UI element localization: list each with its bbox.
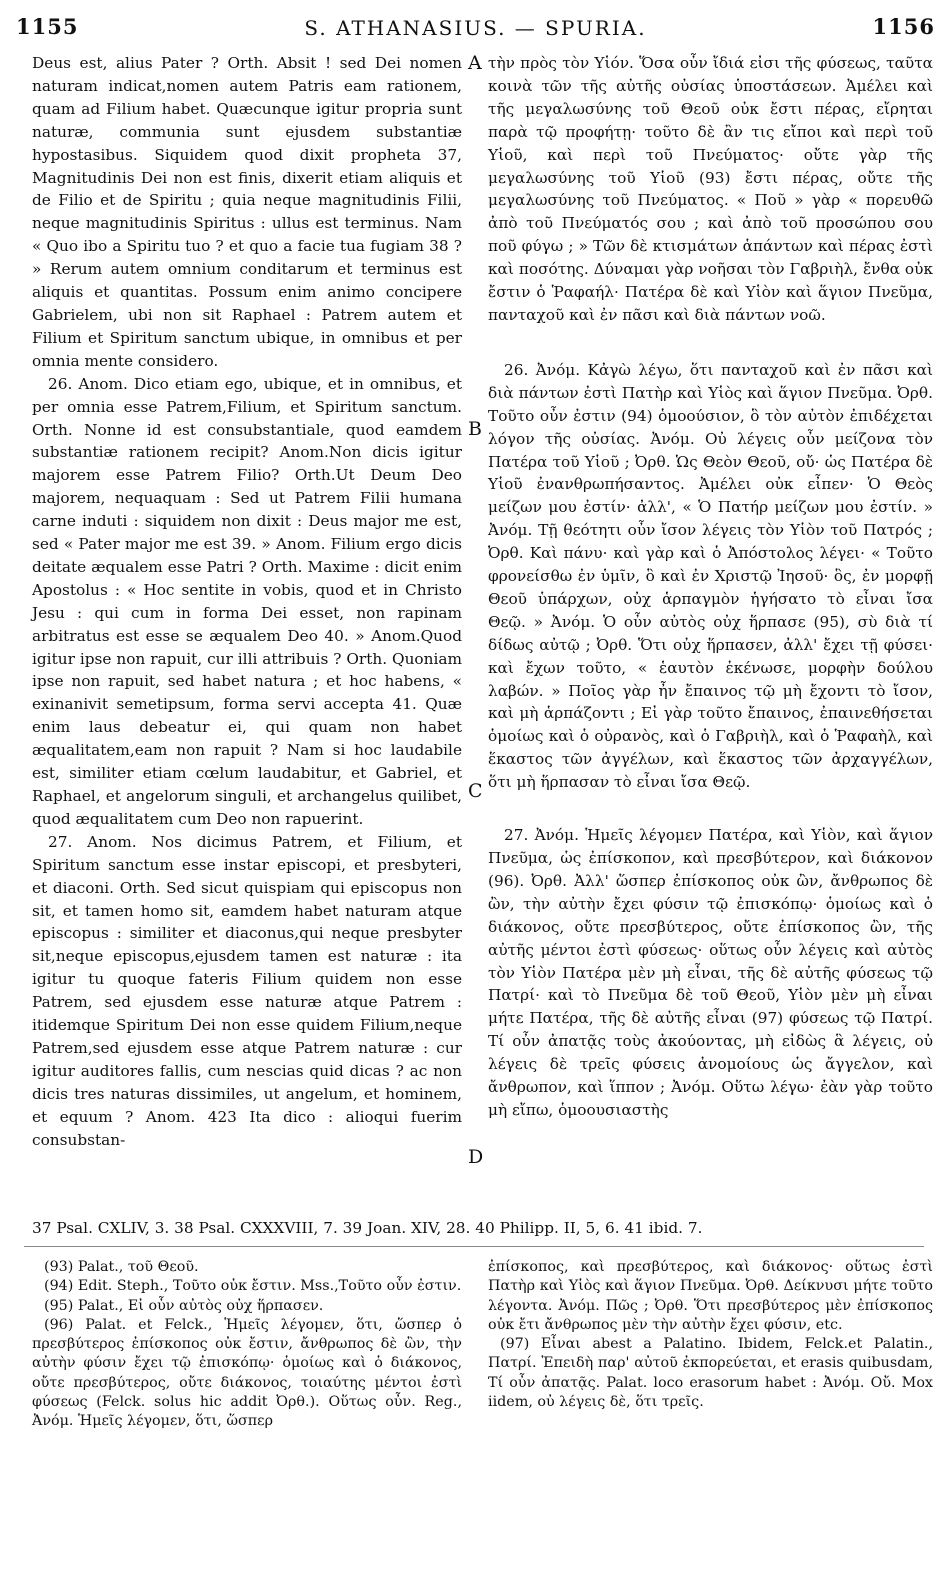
margin-marker-d: D [468, 1146, 484, 1168]
critical-notes-right [488, 1258, 933, 1412]
critical-note: (96) Palat. et Felck., Ἡμεῖς λέγομεν, ὅτι, ὥσπερ ὁ πρεσβύτερος ἐπίσκοπος οὐκ ἔστιν, ἄνθρωπος δὲ ὢν, τὴν αὐτὴν φύσιν ἔχει τῷ ἐπισκόπῳ· ὁμοίως καὶ ὁ διάκονος, οὔτε πρεσβύτερος, οὔτε διάκονος, τοιαύτης μέντοι ἐστὶ φύσεως (Felck. solus hic addit Ὀρθ.). Οὕτως οὖν. Reg., Ἀνόμ. Ἡμεῖς λέγομεν, ὅτι, ὥσπερ [32, 1316, 462, 1430]
greek-paragraph: 27. Ἀνόμ. Ἡμεῖς λέγομεν Πατέρα, καὶ Υἱὸν, καὶ ἅγιον Πνεῦμα, ὡς ἐπίσκοπον, καὶ πρεσβύτερον, καὶ διάκονον (96). Ὀρθ. Ἀλλ' ὥσπερ ἐπίσκοπος οὐκ ὢν, ἄνθρωπος δὲ ὢν, τὴν αὐτὴν ἔχει φύσιν τῷ ἐπισκόπῳ· ὁμοίως καὶ ὁ διάκονος, οὔτε πρεσβύτερος, οὔτε ἐπίσκοπος ὢν, τῆς αὐτῆς μέντοι ἐστὶ φύσεως· οὕτως οὖν λέγεις καὶ αὐτὸς τὸν Υἱὸν Πατέρα μὲν μὴ εἶναι, τῆς δὲ αὐτῆς φύσεως τῷ Πατρί· καὶ τὸ Πνεῦμα δὲ τοῦ Θεοῦ, Υἱὸν μὲν μὴ εἶναι μήτε Πατέρα, τῆς δὲ αὐτῆς εἶναι (97) φύσεως τῷ Πατρί. Τί οὖν ἀπατᾷς τοὺς ἀκούοντας, μὴ εἰδὼς ἃ λέγεις, οὐ λέγεις δὲ τρεῖς φύσεις ἀνομοίους ὡς ἄγγελον, καὶ ἄνθρωπον, καὶ ἵππον ; Ἀνόμ. Οὕτω λέγω· ἐὰν γὰρ τοῦτο μὴ εἴπω, ὁμοουσιαστὴς [488, 826, 933, 1119]
latin-paragraph: Deus est, alius Pater ? Orth. Absit ! sed Dei nomen naturam indicat,nomen autem Patris eam rationem, quam ad Filium habet. Quæcunque igitur propria sunt naturæ, communia sunt ejusdem substantiæ hypostasibus. Siquidem quod dixit propheta 37, Magnitudinis Dei non est finis, dixerit etiam aliquis et de Filio et de Spiritu ; quia neque magnitudinis Filii, neque magnitudinis Spiritus : ullus est terminus. Nam « Quo ibo a Spiritu tuo ? et quo a facie tua fugiam 38 ? » Rerum autem omnium conditarum et terminus est aliquis et quantitas. Possum enim animo concipere Gabrielem, ubi non sit Raphael : Patrem autem et Filium et Spiritum sanctum ubique, in omnibus et per omnia mente considero. [32, 54, 462, 370]
critical-note: (94) Edit. Steph., Τοῦτο οὐκ ἔστιν. Mss.,Τοῦτο οὖν ἐστιν. [44, 1278, 462, 1295]
page-number-left: 1155 [16, 14, 79, 39]
critical-note: (95) Palat., Εἰ οὖν αὐτὸς οὐχ ἥρπασεν. [44, 1297, 324, 1314]
greek-paragraph: τὴν πρὸς τὸν Υἱόν. Ὅσα οὖν ἴδιά εἰσι τῆς φύσεως, ταῦτα κοινὰ τῶν τῆς αὐτῆς οὐσίας ὑποστάσεων. Ἀμέλει καὶ τῆς μεγαλωσύνης τοῦ Θεοῦ οὐκ ἔστι πέρας, εἴρηται παρὰ τῷ προφήτῃ· τοῦτο δὲ ἂν τις εἴποι καὶ περὶ τοῦ Υἱοῦ, καὶ περὶ τοῦ Πνεύματος· οὔτε γὰρ τῆς μεγαλωσύνης τοῦ Υἱοῦ (93) ἔστι πέρας, οὔτε τῆς μεγαλωσύνης τοῦ Πνεύματος. « Ποῦ » γὰρ « πορευθῶ ἀπὸ τοῦ Πνεύματός σου ; καὶ ἀπὸ τοῦ προσώπου σου ποῦ φύγω ; » Τῶν δὲ κτισμάτων ἁπάντων καὶ πέρας ἐστὶ καὶ ποσότης. Δύναμαι γὰρ νοῆσαι τὸν Γαβριὴλ, ἔνθα οὐκ ἔστιν ὁ Ῥαφαήλ· Πατέρα δὲ καὶ Υἱὸν καὶ ἅγιον Πνεῦμα, πανταχοῦ καὶ ἐν πᾶσι καὶ διὰ πάντων νοῶ. [488, 54, 933, 324]
page-header [12, 14, 939, 46]
footnote-divider [24, 1246, 924, 1247]
critical-note: ἐπίσκοπος, καὶ πρεσβύτερος, καὶ διάκονος· οὕτως ἐστὶ Πατὴρ καὶ Υἱὸς καὶ ἅγιον Πνεῦμα. Ὀρθ. Δείκνυσι μήτε τοῦτο λέγοντα. Ἀνόμ. Πῶς ; Ὀρθ. Ὅτι πρεσβύτερος μὲν ἐπίσκοπος οὐκ ἔτι ἄνθρωπος μὲν τὴν αὐτὴν ἔχει φύσιν, etc. [488, 1259, 933, 1333]
page-number-right: 1156 [872, 14, 935, 39]
scripture-footnotes: 37 Psal. CXLIV, 3. 38 Psal. CXXXVIII, 7. 39 Joan. XIV, 28. 40 Philipp. II, 5, 6. 41 ibid. 7. [32, 1219, 703, 1237]
critical-note: (93) Palat., τοῦ Θεοῦ. [44, 1259, 199, 1275]
margin-marker-a: A [468, 52, 482, 74]
latin-column [32, 52, 462, 1152]
latin-paragraph: 27. Anom. Nos dicimus Patrem, et Filium, et Spiritum sanctum esse instar episcopi, et presbyteri, et diaconi. Orth. Sed sicut quispiam qui episcopus non sit, et tamen homo sit, eamdem habet naturam atque episcopus : similiter et diaconus,qui neque presbyter sit,neque episcopus,ejusdem tamen est naturæ : ita igitur tu quoque fateris Filium quidem non esse Patrem, sed ejusdem esse naturæ atque Patrem : itidemque Spiritum Dei non esse quidem Filium,neque Patrem,sed ejusdem esse atque Patrem naturæ : cur igitur auditores fallis, cum nescias quid dicas ? ac non dicis tres naturas dissimiles, ut angelum, et hominem, et equum ? Anom. 423 Ita dico : alioqui fuerim consubstan- [32, 832, 462, 1149]
running-title: S. ATHANASIUS. — SPURIA. [304, 16, 647, 40]
critical-note: (97) Εἶναι abest a Palatino. Ibidem, Felck.et Palatin., Πατρί. Ἐπειδὴ παρ' αὐτοῦ ἐκπορεύεται, et erasis quibusdam, Τί οὖν ἀπατᾷς. Palat. loco erasorum habet : Ἀνόμ. Οὔ. Mox iidem, οὐ λέγεις δὲ, ὅτι τρεῖς. [488, 1336, 933, 1411]
greek-paragraph: 26. Ἀνόμ. Κἀγὼ λέγω, ὅτι πανταχοῦ καὶ ἐν πᾶσι καὶ διὰ πάντων ἐστὶ Πατὴρ καὶ Υἱὸς καὶ ἅγιον Πνεῦμα. Ὀρθ. Τοῦτο οὖν ἐστιν (94) ὁμοούσιον, ὃ τὸν αὐτὸν ἐπιδέχεται λόγον τῆς οὐσίας. Ἀνόμ. Οὐ λέγεις οὖν μείζονα τὸν Πατέρα τοῦ Υἱοῦ ; Ὀρθ. Ὡς Θεὸν Θεοῦ, οὔ· ὡς Πατέρα δὲ Υἱοῦ ἐνανθρωπήσαντος. Ἀμέλει οὐκ εἶπεν· Ὁ Θεὸς μείζων μου ἐστίν· ἀλλ', « Ὁ Πατήρ μείζων μου ἐστίν. » Ἀνόμ. Τῇ θεότητι οὖν ἴσον λέγεις τὸν Υἱὸν τοῦ Πατρός ; Ὀρθ. Καὶ πάνυ· καὶ γὰρ καὶ ὁ Ἀπόστολος λέγει· « Τοῦτο φρονείσθω ἐν ὑμῖν, ὃ καὶ ἐν Χριστῷ Ἰησοῦ· ὃς, ἐν μορφῇ Θεοῦ ὑπάρχων, οὐχ ἁρπαγμὸν ἡγήσατο τὸ εἶναι ἴσα Θεῷ. » Ἀνόμ. Ὁ οὖν αὐτὸς οὐχ ἥρπασε (95), σὺ διὰ τί δίδως αὐτῷ ; Ὀρθ. Ὅτι οὐχ ἥρπασεν, ἀλλ' ἔχει τῇ φύσει· καὶ ἔχων τοῦτο, « ἑαυτὸν ἐκένωσε, μορφὴν δούλου λαβών. » Ποῖος γὰρ ἦν ἔπαινος τῷ μὴ ἔχοντι τὸ ἴσον, καὶ μὴ ἁρπάζοντι ; Εἰ γὰρ τοῦτο ἔπαινος, ἐπαινεθήσεται ὁμοίως καὶ ὁ οὐρανὸς, καὶ ὁ Γαβριὴλ, καὶ ὁ Ῥαφαὴλ, καὶ ἕκαστος τῶν ἀγγέλων, καὶ ἕκαστος τῶν ἀρχαγγέλων, ὅτι μὴ ἥρπασαν τὸ εἶναι ἴσα Θεῷ. [488, 360, 933, 792]
greek-column [488, 52, 933, 1122]
margin-marker-c: C [468, 780, 483, 802]
latin-paragraph: 26. Anom. Dico etiam ego, ubique, et in omnibus, et per omnia esse Patrem,Filium, et Spiritum sanctum. Orth. Nonne id est consubstantiale, quod eamdem substantiæ rationem recipit? Anom.Non dicis igitur majorem esse Patrem Filio? Orth.Ut Deum Deo majorem, nequaquam : Sed ut Patrem Filii humana carne induti : siquidem non dixit : Deus major me est, sed « Pater major me est 39. » Anom. Filium ergo dicis deitate æqualem esse Patri ? Orth. Maxime : dicit enim Apostolus : « Hoc sentite in vobis, quod et in Christo Jesu : qui cum in forma Dei esset, non rapinam arbitratus est esse se æqualem Deo 40. » Anom.Quod igitur ipse non rapuit, cur illi attribuis ? Orth. Quoniam ipse non rapuit, sed habet natura ; et hoc habens, « exinanivit semetipsum, forma servi accepta 41. Quæ enim laus debeatur ei, qui quam non habet æqualitatem,eam non rapuit ? Nam si hoc laudabile est, similiter etiam cœlum laudabitur, et Gabriel, et Raphael, et angelorum singuli, et archangelus quilibet, quod æqualitatem cum Deo non rapuerint. [32, 374, 462, 828]
critical-notes-left [32, 1258, 462, 1432]
margin-marker-b: B [468, 418, 482, 440]
